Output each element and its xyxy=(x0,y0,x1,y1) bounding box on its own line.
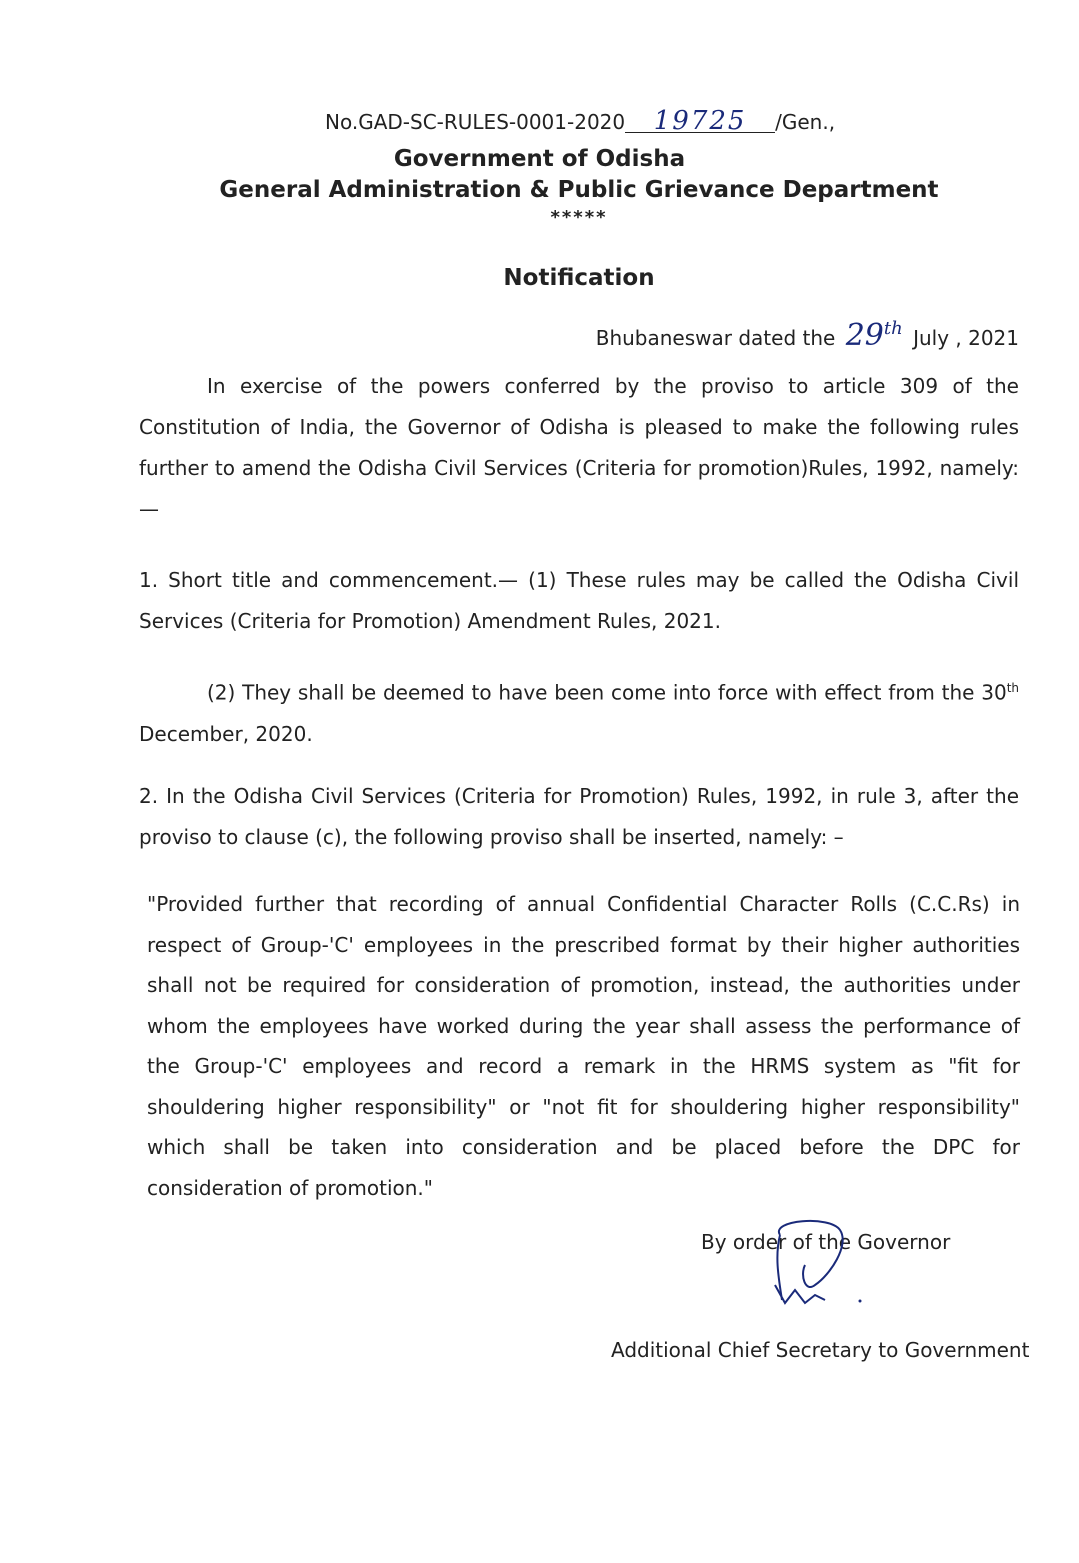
signature-icon xyxy=(760,1215,870,1315)
clause-2: 2. In the Odisha Civil Services (Criteria for Promotion) Rules, 1992, in rule 3, after the proviso to clause (c), the following proviso shall be inserted, namely: – xyxy=(139,784,1019,849)
proviso-text: "Provided further that recording of annual Confidential Character Rolls (C.C.Rs) in respect of Group-'C' employees in the prescribed format by their higher authorities shall not be required for consideration of promotion, instead, the authorities under whom the employees have worked during the year shall assess the performance of the Group-'C' employees and record a remark in the HRMS system as "fit for shouldering higher responsibility" or "not fit for shouldering higher responsibility" which shall be taken into consideration and be placed before the DPC for consideration of promotion." xyxy=(147,892,1020,1200)
clause-1-2-text: (2) They shall be deemed to have been come into force with effect from the 30 xyxy=(207,680,1007,705)
handwritten-ref-number: 19725 xyxy=(625,110,775,133)
date-rest: July , 2021 xyxy=(913,326,1019,350)
date-day: 29 xyxy=(845,318,884,353)
clause-1-2-sup: th xyxy=(1006,681,1019,695)
by-order-line: By order of the Governor xyxy=(701,1230,951,1254)
intro-text: In exercise of the powers conferred by the proviso to article 309 of the Constitution of India, the Governor of Odisha is pleased to make the following rules further to amend the Odisha Civil Services (Criteria for promotion)Rules, 1992, namely:— xyxy=(139,374,1019,521)
date-day-suffix: th xyxy=(883,318,903,339)
clause-1-2 xyxy=(139,668,1019,755)
intro-paragraph xyxy=(139,366,1019,530)
clause-1-2-after: December, 2020. xyxy=(139,721,313,746)
separator-stars: ***** xyxy=(550,207,608,228)
department-heading: General Administration & Public Grievance Department xyxy=(219,177,939,203)
date-line xyxy=(596,318,1019,353)
handwritten-date xyxy=(846,318,903,353)
notification-title: Notification xyxy=(503,265,655,291)
ref-prefix: No.GAD-SC-RULES-0001-2020 xyxy=(325,110,626,134)
proviso-paragraph xyxy=(147,884,1020,1208)
ref-suffix: /Gen., xyxy=(775,110,836,134)
reference-number xyxy=(325,106,836,136)
government-heading: Government of Odisha xyxy=(393,146,686,172)
designation: Additional Chief Secretary to Government xyxy=(611,1338,1030,1362)
date-prefix: Bhubaneswar dated the xyxy=(595,326,836,350)
clause-1-1: 1. Short title and commencement.— (1) These rules may be called the Odisha Civil Services (Criteria for Promotion) Amendment Rules, 2021. xyxy=(139,568,1019,633)
